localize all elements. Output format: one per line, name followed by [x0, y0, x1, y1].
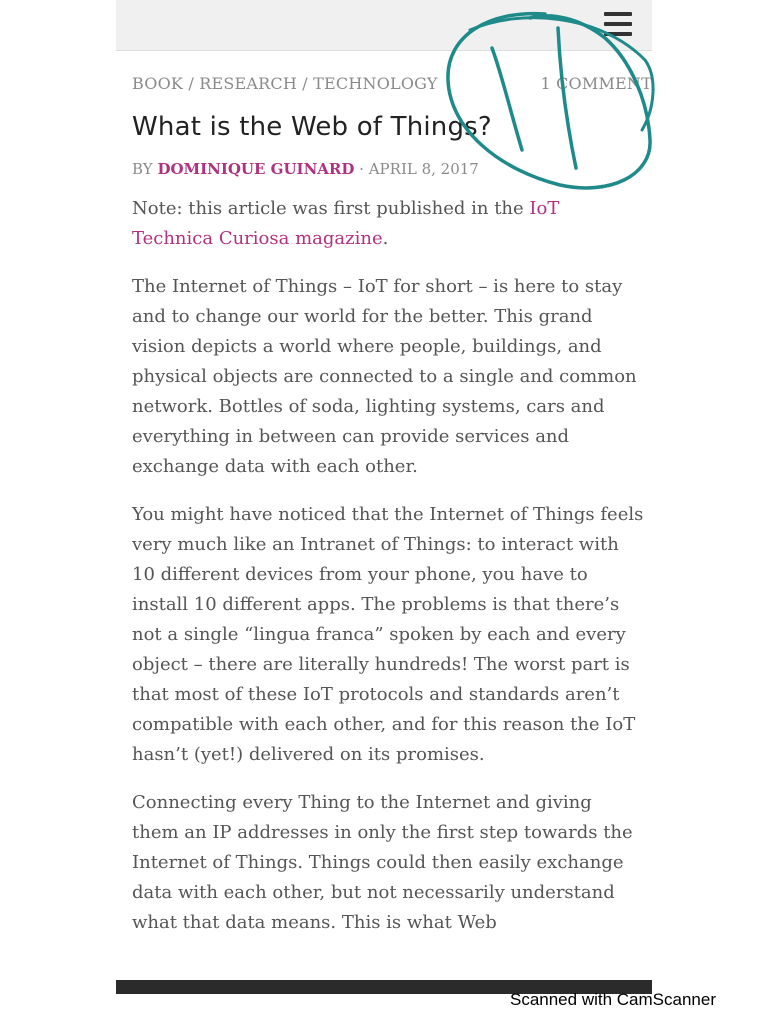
phone-screen: [116, 0, 652, 992]
byline-separator: ·: [354, 160, 369, 178]
category-research[interactable]: RESEARCH: [199, 74, 297, 93]
byline-prefix: BY: [132, 160, 158, 178]
paragraph: The Internet of Things – IoT for short – is here to stay and to change our world for the better. This grand vision depicts a world where people, buildings, and physical objects are connected to a single and common network. Bottles of soda, lighting systems, cars and everything in between can provide services and exchange data with each other.: [132, 276, 637, 477]
category-book[interactable]: BOOK: [132, 74, 184, 93]
article: [132, 74, 652, 938]
category-separator: /: [296, 74, 314, 93]
category-separator: /: [183, 74, 200, 93]
note-suffix: .: [382, 228, 389, 249]
comments-link[interactable]: 1 COMMENT: [540, 74, 652, 93]
article-title: What is the Web of Things?: [132, 112, 492, 142]
hamburger-menu-icon[interactable]: [604, 12, 632, 36]
top-bar: [116, 0, 652, 51]
paragraph: You might have noticed that the Internet of Things feels very much like an Intranet of Things: to interact with 10 different devices from your phone, you have to install 10 different apps. The problems is that there’s not a single “lingua franca” spoken by each and every object – there are literally hundreds! The worst part is that most of these IoT protocols and standards aren’t compatible with each other, and for this reason the IoT hasn’t (yet!) delivered on its promises.: [132, 504, 644, 765]
byline: [132, 160, 644, 178]
publish-date: APRIL 8, 2017: [368, 160, 479, 178]
note-prefix: Note: this article was first published in the: [132, 198, 530, 219]
magazine-link[interactable]: IoT Technica Curiosa magazine: [132, 198, 560, 249]
category-technology[interactable]: TECHNOLOGY: [313, 74, 438, 93]
category-list: [132, 74, 438, 93]
article-meta: [132, 74, 652, 100]
scanner-watermark: Scanned with CamScanner: [509, 990, 716, 1009]
paragraph: Connecting every Thing to the Internet and giving them an IP addresses in only the first step towards the Internet of Things. Things could then easily exchange data with each other, but not necessarily understand what that data means. This is what Web: [132, 792, 633, 933]
publication-note: [132, 194, 644, 254]
author-link[interactable]: DOMINIQUE GUINARD: [157, 160, 355, 178]
